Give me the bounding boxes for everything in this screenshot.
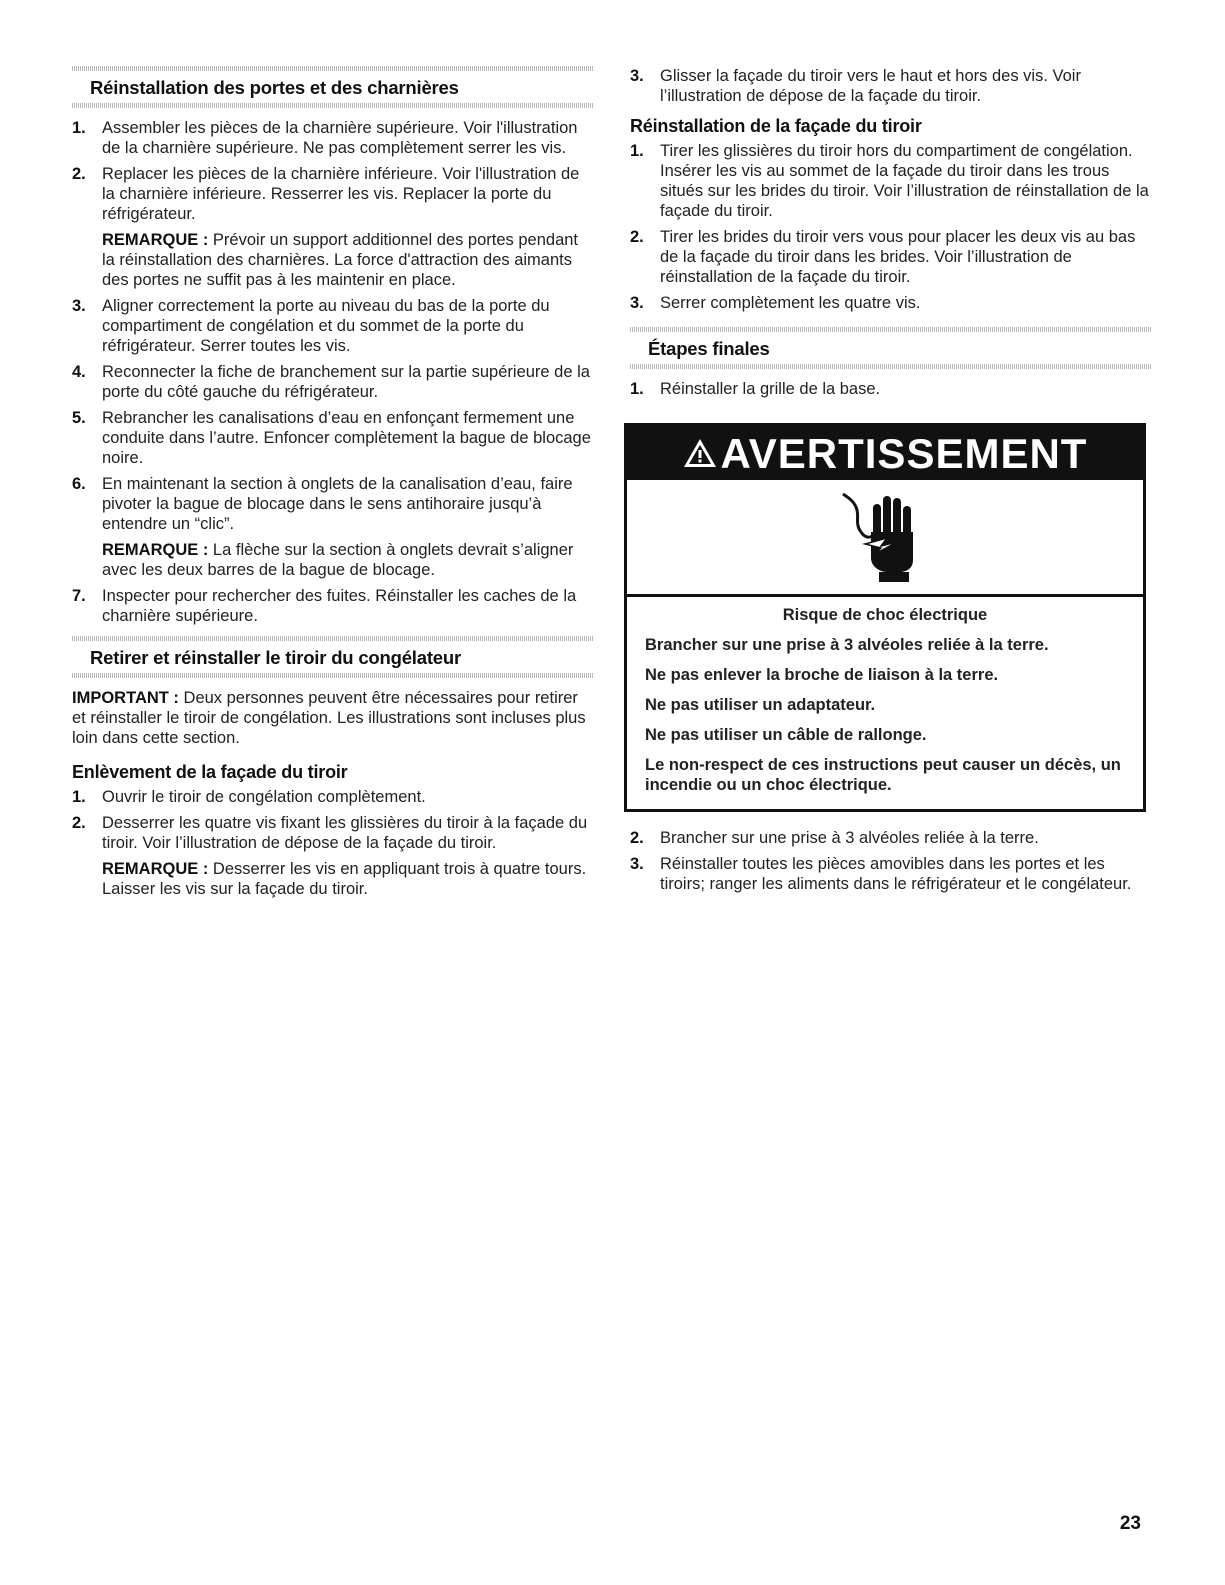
list-item	[72, 118, 594, 158]
step-text: Inspecter pour rechercher des fuites. Réinstaller les caches de la charnière supérieure.	[102, 587, 577, 625]
page-number: 23	[1119, 1513, 1141, 1534]
step-number: 2.	[630, 829, 644, 847]
list-item	[630, 66, 1152, 106]
step-text: Serrer complètement les quatre vis.	[660, 294, 921, 312]
section-divider	[72, 673, 594, 678]
step-number: 3.	[630, 294, 644, 312]
note	[102, 540, 594, 580]
warning-icon-row	[627, 480, 1143, 597]
list-item	[630, 141, 1152, 221]
step-number: 7.	[72, 587, 86, 605]
step-text: Glisser la façade du tiroir vers le haut et hors des vis. Voir l’illustration de dépose de la façade du tiroir.	[660, 67, 1081, 105]
note	[102, 230, 594, 290]
warning-line: Brancher sur une prise à 3 alvéoles reliée à la terre.	[645, 636, 1049, 654]
step-text: Replacer les pièces de la charnière inférieure. Voir l'illustration de la charnière inférieure. Resserrer les vis. Replacer la porte du réfrigérateur.	[102, 165, 580, 223]
final-steps-list	[630, 379, 1152, 399]
section-title-doors-hinges: Réinstallation des portes et des charnières	[90, 77, 459, 98]
warning-line: Ne pas enlever la broche de liaison à la terre.	[645, 666, 999, 684]
list-item	[630, 227, 1152, 287]
warning-header-text: AVERTISSEMENT	[720, 430, 1088, 477]
step-text: Brancher sur une prise à 3 alvéoles reliée à la terre.	[660, 829, 1039, 847]
section-title-final-steps: Étapes finales	[648, 338, 770, 359]
note-label: REMARQUE :	[102, 541, 209, 559]
drawer-reinstall-steps	[630, 141, 1152, 313]
warning-header	[627, 426, 1143, 480]
section-divider	[630, 364, 1152, 369]
step-text: Assembler les pièces de la charnière supérieure. Voir l'illustration de la charnière supérieure. Ne pas complètement serrer les vis.	[102, 119, 578, 157]
step-text: Reconnecter la fiche de branchement sur la partie supérieure de la porte du côté gauche du réfrigérateur.	[102, 363, 590, 401]
step-number: 2.	[630, 228, 644, 246]
step-number: 2.	[72, 814, 86, 832]
warning-line: Ne pas utiliser un câble de rallonge.	[645, 726, 927, 744]
section-divider	[72, 103, 594, 108]
list-item	[72, 787, 594, 807]
step-text: En maintenant la section à onglets de la canalisation d’eau, faire pivoter la bague de blocage dans le sens antihoraire jusqu’à entendre un “clic”.	[102, 475, 573, 533]
important-label: IMPORTANT :	[72, 689, 179, 707]
note-text: Desserrer les vis en appliquant trois à quatre tours. Laisser les vis sur la façade du tiroir.	[102, 860, 587, 898]
step-text: Desserrer les quatre vis fixant les glissières du tiroir à la façade du tiroir. Voir l’illustration de dépose de la façade du tiroir.	[102, 814, 588, 852]
warning-triangle-icon	[683, 426, 717, 482]
step-number: 3.	[630, 67, 644, 85]
step-text: Réinstaller toutes les pièces amovibles dans les portes et les tiroirs; ranger les aliments dans le réfrigérateur et le congélateur.	[660, 855, 1132, 893]
step-number: 6.	[72, 475, 86, 493]
subsection-title-drawer-removal: Enlèvement de la façade du tiroir	[72, 762, 348, 782]
step-number: 1.	[630, 142, 644, 160]
drawer-removal-steps-continued	[630, 66, 1152, 106]
warning-line: Ne pas utiliser un adaptateur.	[645, 696, 876, 714]
list-item	[630, 379, 1152, 399]
step-number: 3.	[72, 297, 86, 315]
list-item	[72, 813, 594, 899]
list-item	[72, 586, 594, 626]
right-column	[630, 66, 1152, 900]
warning-line: Le non-respect de ces instructions peut causer un décès, un incendie ou un choc électrique.	[645, 756, 1121, 794]
list-item	[630, 854, 1152, 894]
step-number: 1.	[630, 380, 644, 398]
step-number: 1.	[72, 788, 86, 806]
hinge-steps-list	[72, 118, 594, 626]
note-label: REMARQUE :	[102, 860, 209, 878]
drawer-removal-steps	[72, 787, 594, 899]
list-item	[72, 164, 594, 290]
step-number: 1.	[72, 119, 86, 137]
warning-body	[627, 597, 1143, 809]
note-text: Prévoir un support additionnel des portes pendant la réinstallation des charnières. La force d'attraction des aimants des portes ne suffit pas à les maintenir en place.	[102, 231, 579, 289]
step-text: Aligner correctement la porte au niveau du bas de la porte du compartiment de congélation et du sommet de la porte du réfrigérateur. Serrer toutes les vis.	[102, 297, 550, 355]
step-number: 5.	[72, 409, 86, 427]
list-item	[72, 296, 594, 356]
warning-title: Risque de choc électrique	[782, 606, 988, 624]
section-title-freezer-drawer: Retirer et réinstaller le tiroir du congélateur	[90, 647, 461, 668]
list-item	[630, 828, 1152, 848]
list-item	[72, 474, 594, 580]
step-text: Tirer les brides du tiroir vers vous pour placer les deux vis au bas de la façade du tiroir dans les brides. Voir l’illustration de réinstallation de la façade du tiroir.	[660, 228, 1136, 286]
step-number: 4.	[72, 363, 86, 381]
list-item	[72, 408, 594, 468]
step-text: Ouvrir le tiroir de congélation complètement.	[102, 788, 426, 806]
step-number: 2.	[72, 165, 86, 183]
important-text: Deux personnes peuvent être nécessaires pour retirer et réinstaller le tiroir de congélation. Les illustrations sont incluses plus loin dans cette section.	[72, 689, 586, 747]
note-label: REMARQUE :	[102, 231, 209, 249]
step-number: 3.	[630, 855, 644, 873]
important-paragraph	[72, 688, 594, 748]
list-item	[630, 293, 1152, 313]
left-column	[72, 66, 594, 905]
final-steps-list-continued	[630, 828, 1152, 894]
note	[102, 859, 594, 899]
list-item	[72, 362, 594, 402]
step-text: Rebrancher les canalisations d’eau en enfonçant fermement une conduite dans l’autre. Enfoncer complètement la bague de blocage noire.	[102, 409, 591, 467]
subsection-title-drawer-reinstall: Réinstallation de la façade du tiroir	[630, 116, 922, 136]
step-text: Réinstaller la grille de la base.	[660, 380, 881, 398]
electric-shock-hand-icon	[835, 570, 935, 588]
note-text: La flèche sur la section à onglets devrait s’aligner avec les deux barres de la bague de blocage.	[102, 541, 574, 579]
warning-box	[624, 423, 1146, 812]
step-text: Tirer les glissières du tiroir hors du compartiment de congélation. Insérer les vis au sommet de la façade du tiroir dans les trous situés sur les brides du tiroir. Voir l’illustration de réinstallation de la façade du tiroir.	[660, 142, 1149, 220]
